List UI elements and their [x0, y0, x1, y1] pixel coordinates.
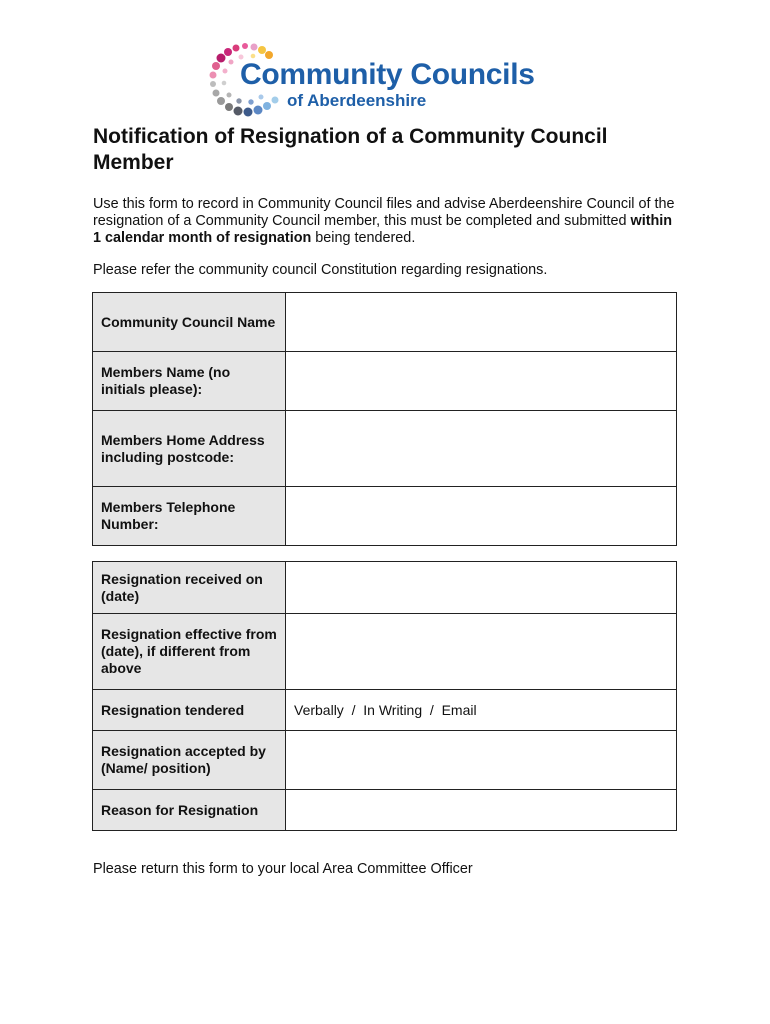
member-address-field[interactable] — [286, 411, 677, 487]
logo-subtitle: of Aberdeenshire — [287, 91, 427, 110]
reason-label: Reason for Resignation — [93, 790, 286, 831]
member-name-label: Members Name (no initials please): — [93, 352, 286, 411]
document-title: Notification of Resignation of a Community Council Member — [93, 125, 608, 174]
constitution-note: Please refer the community council Constitution regarding resignations. — [93, 262, 548, 278]
effective-date-label: Resignation effective from (date), if different from above — [93, 614, 286, 690]
accepted-by-label: Resignation accepted by (Name/ position) — [93, 731, 286, 790]
table-row — [93, 690, 677, 731]
table-row — [93, 562, 677, 614]
intro-text-start: Use this form to record in Community Council files and advise Aberdeenshire Council of the resignation of a Community Council member, this must be completed and submitted — [93, 196, 675, 229]
table-row — [93, 411, 677, 487]
member-name-field[interactable] — [286, 352, 677, 411]
intro-text-end: being tendered. — [311, 230, 416, 246]
member-telephone-label: Members Telephone Number: — [93, 487, 286, 546]
community-councils-logo — [205, 40, 565, 120]
logo-title: Community Councils — [240, 58, 535, 91]
table-row — [93, 731, 677, 790]
tendered-options[interactable]: Verbally / In Writing / Email — [286, 690, 677, 731]
table-row — [93, 614, 677, 690]
tendered-label: Resignation tendered — [93, 690, 286, 731]
resignation-details-table — [92, 561, 677, 831]
member-details-table — [92, 292, 677, 546]
table-row — [93, 790, 677, 831]
effective-date-field[interactable] — [286, 614, 677, 690]
return-instructions: Please return this form to your local Area Committee Officer — [93, 861, 473, 877]
accepted-by-field[interactable] — [286, 731, 677, 790]
table-row — [93, 293, 677, 352]
council-name-label: Community Council Name — [93, 293, 286, 352]
received-date-label: Resignation received on (date) — [93, 562, 286, 614]
received-date-field[interactable] — [286, 562, 677, 614]
council-name-field[interactable] — [286, 293, 677, 352]
member-address-label: Members Home Address including postcode: — [93, 411, 286, 487]
intro-paragraph — [93, 196, 683, 247]
intro-deadline-bold: within 1 calendar month of resignation — [93, 213, 673, 246]
table-row — [93, 487, 677, 546]
table-row — [93, 352, 677, 411]
member-telephone-field[interactable] — [286, 487, 677, 546]
reason-field[interactable] — [286, 790, 677, 831]
